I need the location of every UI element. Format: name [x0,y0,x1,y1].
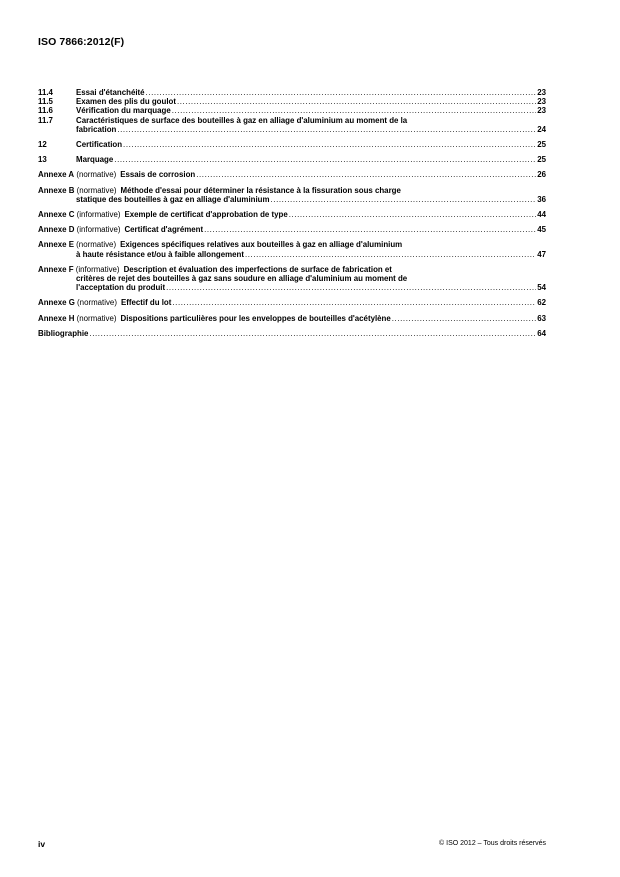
annex-label: Annexe B [38,185,75,195]
table-of-contents [38,88,546,338]
toc-entry-annex-h[interactable] [38,314,546,323]
section-title: fabrication [76,124,117,134]
annex-title: statique des bouteilles à gaz en alliage d'aluminium [76,194,270,204]
annex-title: Dispositions particulières pour les enveloppes de bouteilles d'acétylène [120,313,391,323]
document-header: ISO 7866:2012(F) [38,36,125,48]
annex-title: l'acceptation du produit [76,283,166,293]
annex-type: (normative) [76,170,117,180]
annex-label: Annexe E [38,240,74,250]
page-number: 44 [537,210,546,220]
section-title: Vérification du marquage [76,106,171,116]
page-number: 24 [537,124,546,134]
toc-entry-annex-f[interactable] [38,265,546,293]
page-number: 23 [537,88,546,97]
annex-title-line: Méthode d'essai pour déterminer la résistance à la fissuration sous charge [120,185,401,195]
annex-type: (normative) [76,240,117,250]
annex-label: Annexe A [38,170,75,180]
page-number: 64 [537,328,546,338]
page-number: 25 [537,155,546,165]
page-number: 62 [537,298,546,308]
toc-entry-11-6[interactable] [38,106,546,115]
annex-title-line: Description et évaluation des imperfections de surface de fabrication et [123,264,392,274]
section-title: Examen des plis du goulot [76,97,176,107]
section-number: 12 [38,140,47,150]
annex-type: (normative) [76,313,117,323]
annex-label: Annexe D [38,225,75,235]
page-number: 26 [537,170,546,180]
section-title: Marquage [76,155,114,165]
annex-label: Annexe G [38,298,75,308]
annex-type: (informative) [76,225,121,235]
toc-entry-12[interactable] [38,140,546,149]
toc-entry-11-7[interactable] [38,116,546,134]
annex-label: Annexe H [38,313,75,323]
section-number: 11.4 [38,88,53,97]
page-number-footer: iv [38,839,46,849]
annex-type: (informative) [76,210,121,220]
page-number: 23 [537,97,546,107]
annex-title: Effectif du lot [120,298,172,308]
page-number: 23 [537,106,546,116]
section-number: 13 [38,155,47,165]
toc-entry-11-4[interactable] [38,88,546,97]
page-number: 47 [537,249,546,259]
toc-entry-annex-g[interactable] [38,298,546,307]
page-number: 63 [537,313,546,323]
annex-type: (normative) [76,185,117,195]
bibliography-title: Bibliographie [38,328,89,338]
annex-title-line: Exigences spécifiques relatives aux bouteilles à gaz en alliage d'aluminium [120,240,403,250]
toc-entry-13[interactable] [38,155,546,164]
annex-title: Certificat d'agrément [124,225,204,235]
section-number: 11.5 [38,97,53,107]
toc-entry-11-5[interactable] [38,97,546,106]
section-title: Certification [76,140,123,150]
section-number: 11.7 [38,115,53,125]
annex-title: à haute résistance et/ou à faible allongement [76,249,244,259]
section-number: 11.6 [38,106,53,116]
annex-title: Exemple de certificat d'approbation de type [124,210,288,220]
toc-entry-annex-b[interactable] [38,186,546,204]
page-number: 36 [537,194,546,204]
page-number: 25 [537,140,546,150]
annex-label: Annexe C [38,210,75,220]
annex-title-line: critères de rejet des bouteilles à gaz sans soudure en alliage d'aluminium au moment de [76,274,408,284]
toc-entry-annex-a[interactable] [38,170,546,179]
section-title: Essai d'étanchéité [76,88,145,97]
toc-entry-annex-e[interactable] [38,240,546,258]
annex-title: Essais de corrosion [120,170,196,180]
page-number: 54 [537,283,546,293]
toc-entry-annex-c[interactable] [38,210,546,219]
annex-type: (informative) [75,264,120,274]
page-number: 45 [537,225,546,235]
annex-label: Annexe F [38,264,74,274]
toc-entry-bibliography[interactable] [38,329,546,338]
annex-type: (normative) [77,298,117,308]
toc-entry-annex-d[interactable] [38,225,546,234]
section-title-line: Caractéristiques de surface des bouteilles à gaz en alliage d'aluminium au moment de la [76,115,408,125]
copyright-notice: © ISO 2012 – Tous droits réservés [439,840,546,847]
